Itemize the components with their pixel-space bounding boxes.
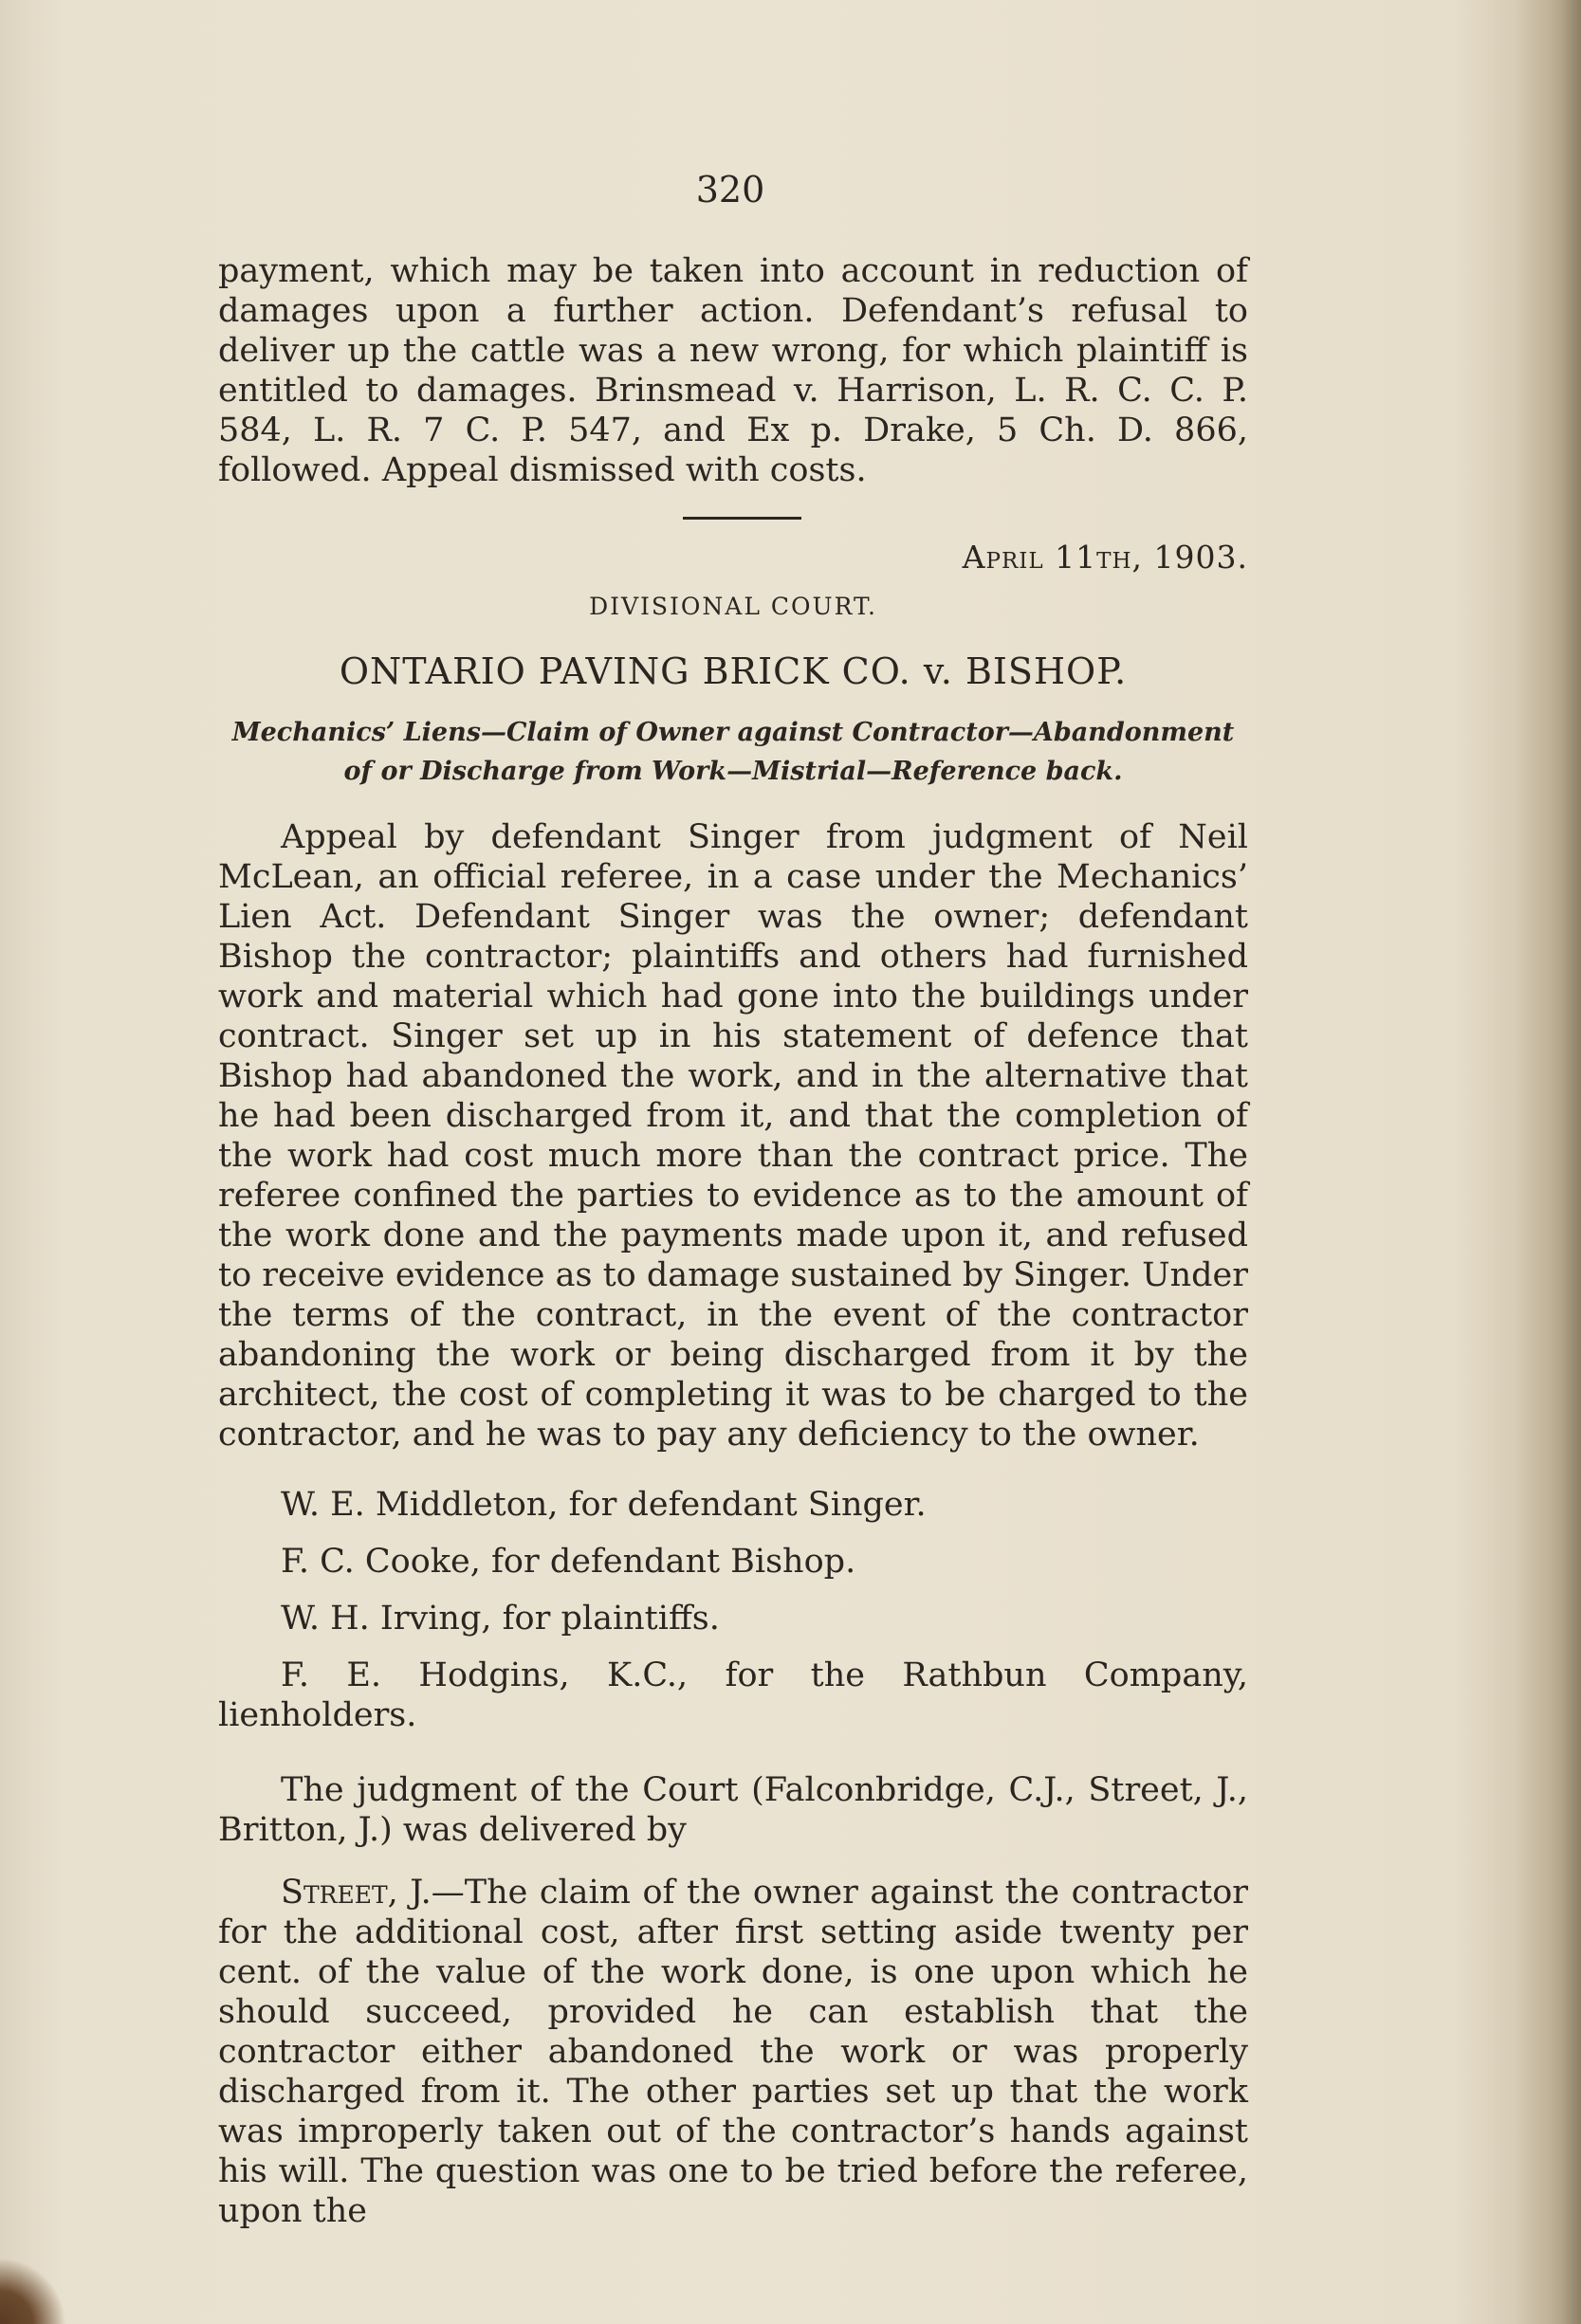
decision-date: April 11th, 1903. bbox=[962, 539, 1248, 576]
page-edge-shadow bbox=[1515, 0, 1581, 2324]
appeal-paragraph bbox=[218, 817, 1248, 1455]
intro-paragraph bbox=[218, 251, 1248, 490]
judgment-intro-text: The judgment of the Court (Falconbridge, C.J., Street, J., Britton, J.) was delivered by bbox=[218, 1771, 1248, 1849]
counsel-entry: W. H. Irving, for plaintiffs. bbox=[281, 1600, 720, 1638]
headnote: Mechanics’ Liens—Claim of Owner against Contractor—Abandonment of or Discharge from Work—Mistrial—Reference back. bbox=[231, 718, 1235, 786]
page-corner-stain bbox=[0, 2258, 66, 2324]
counsel-entry: W. E. Middleton, for defendant Singer. bbox=[281, 1486, 927, 1524]
judgment-paragraph-text bbox=[218, 1873, 1248, 2231]
intro-paragraph-text: payment, which may be taken into account in reduction of damages upon a further action. Defendant’s refusal to deliver up the cattle was a new wrong, for which plaintiff is entitled to damages. Brinsmead v. Harrison, L. R. C. C. P. 584, L. R. 7 C. P. 547, and Ex p. Drake, 5 Ch. D. 866, followed. Appeal dismissed with costs. bbox=[218, 252, 1248, 489]
court-name: DIVISIONAL COURT. bbox=[589, 593, 877, 620]
counsel-entry: F. E. Hodgins, K.C., for the Rathbun Company, lienholders. bbox=[218, 1656, 1248, 1734]
counsel-entry: F. C. Cooke, for defendant Bishop. bbox=[281, 1543, 856, 1581]
appeal-paragraph-text: Appeal by defendant Singer from judgment of Neil McLean, an official referee, in a case under the Mechanics’ Lien Act. Defendant Singer was the owner; defendant Bishop the contractor; plaintiffs and others had furnished work and material which had gone into the buildings under contract. Singer set up in his statement of defence that Bishop had abandoned the work, and in the alternative that he had been discharged from it, and that the completion of the work had cost much more than the contract price. The referee confined the parties to evidence as to the amount of the work done and the payments made upon it, and refused to receive evidence as to damage sustained by Singer. Under the terms of the contract, in the event of the contractor abandoning the work or being discharged from it by the architect, the cost of completing it was to be charged to the contractor, and he was to pay any deficiency to the owner. bbox=[218, 818, 1248, 1454]
judgment-intro bbox=[218, 1770, 1248, 1850]
page-number: 320 bbox=[695, 169, 765, 210]
section-divider bbox=[683, 517, 801, 520]
judgment-paragraph bbox=[218, 1873, 1248, 2231]
case-title: ONTARIO PAVING BRICK CO. v. BISHOP. bbox=[339, 650, 1128, 692]
judgment-text: —The claim of the owner against the contractor for the additional cost, after first setting aside twenty per cent. of the value of the work done, is one upon which he should succeed, provided he can establish that the contractor either abandoned the work or was properly discharged from it. The other parties set up that the work was improperly taken out of the contractor’s hands against his will. The question was one to be tried before the referee, upon the bbox=[218, 1874, 1249, 2230]
judge-name: Street, J. bbox=[281, 1874, 432, 1912]
counsel-list bbox=[218, 1485, 1248, 1735]
